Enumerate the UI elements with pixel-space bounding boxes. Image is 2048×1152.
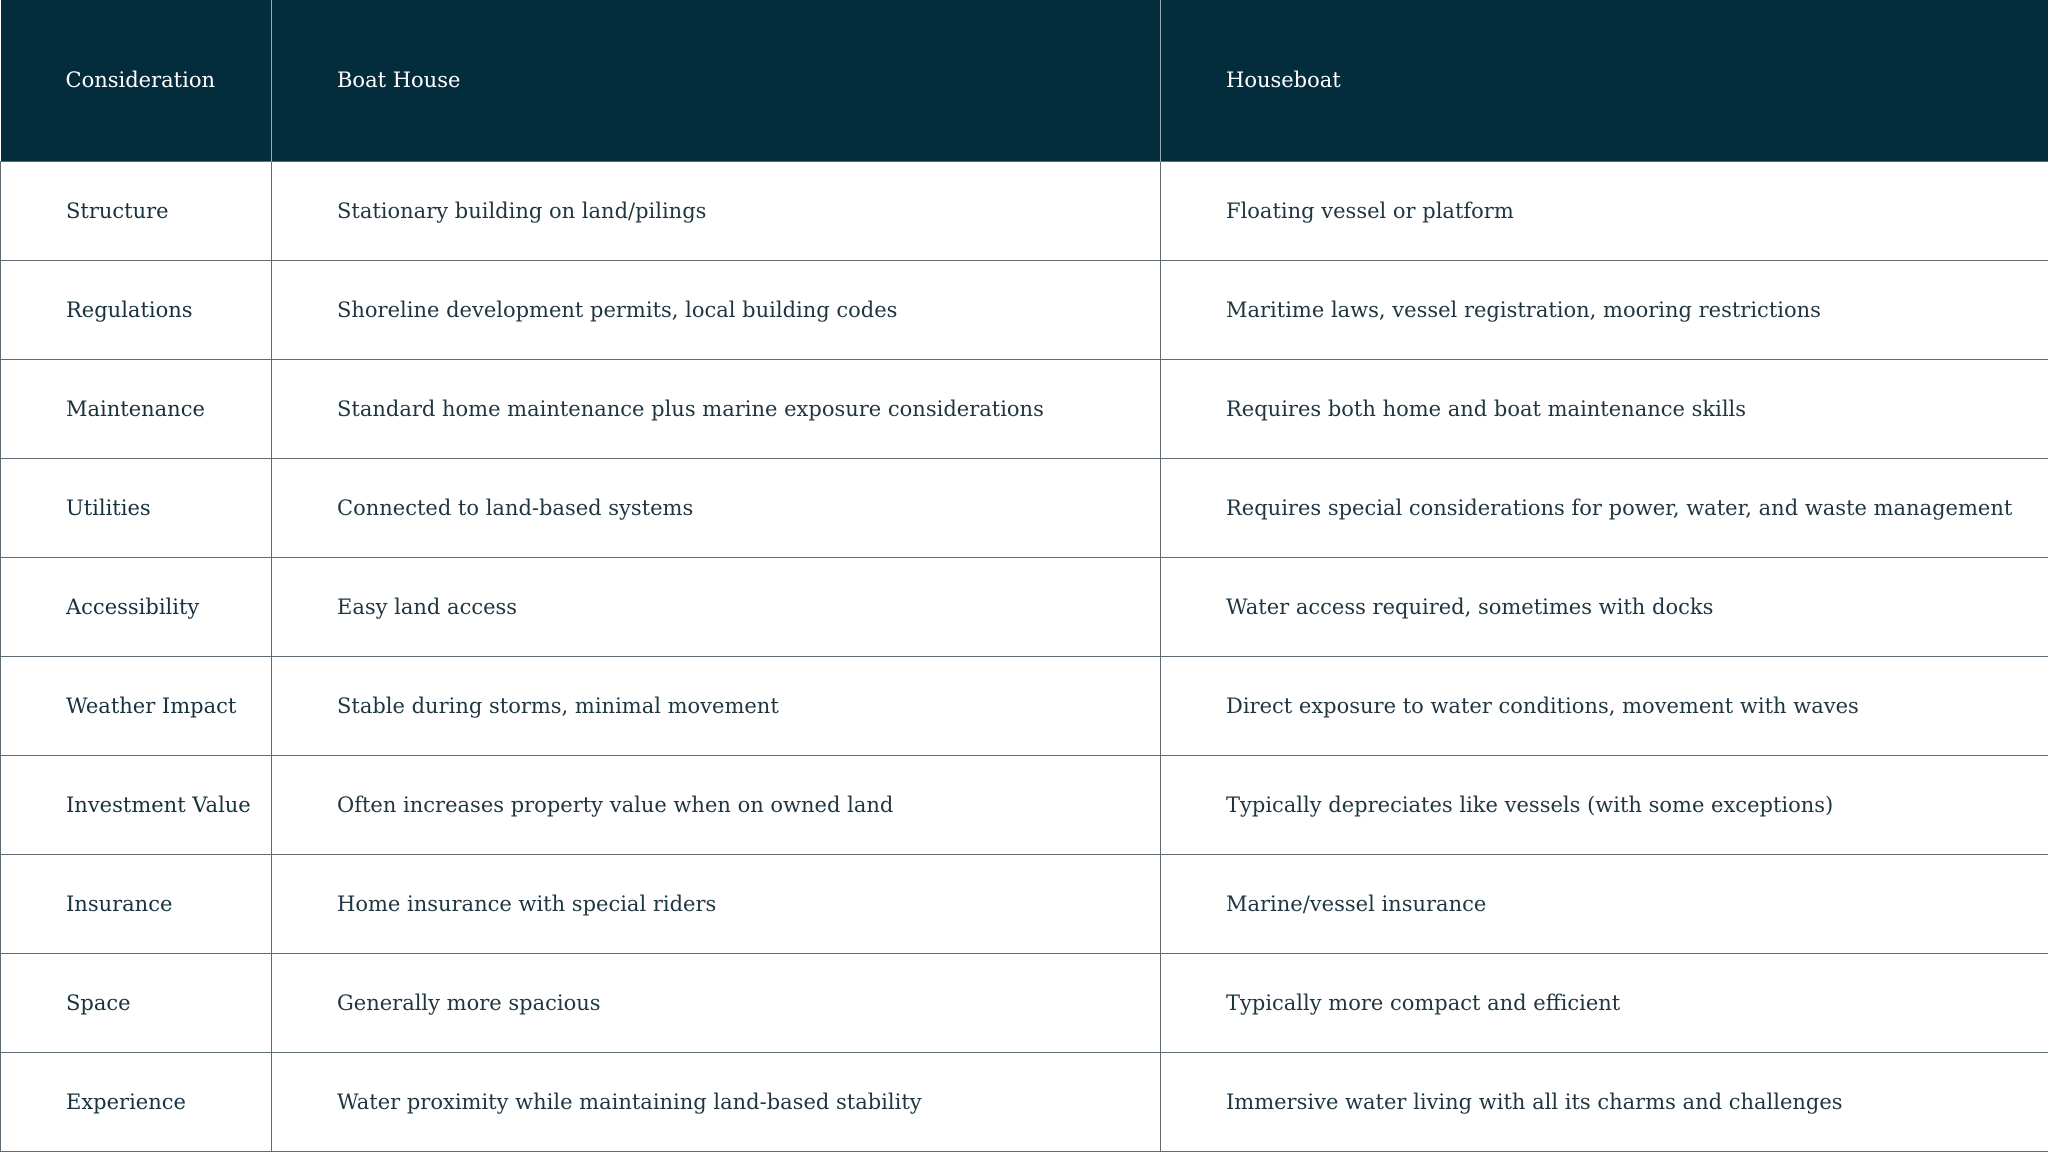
header-houseboat: Houseboat bbox=[1161, 0, 2048, 161]
table-row bbox=[1, 161, 2048, 260]
boat-house-cell: Generally more spacious bbox=[272, 953, 1161, 1052]
boat-house-cell: Water proximity while maintaining land-based stability bbox=[272, 1052, 1161, 1151]
houseboat-cell: Maritime laws, vessel registration, mooring restrictions bbox=[1161, 260, 2048, 359]
table-row bbox=[1, 359, 2048, 458]
houseboat-cell: Requires both home and boat maintenance skills bbox=[1161, 359, 2048, 458]
houseboat-cell: Typically depreciates like vessels (with some exceptions) bbox=[1161, 755, 2048, 854]
houseboat-cell: Immersive water living with all its charms and challenges bbox=[1161, 1052, 2048, 1151]
houseboat-cell: Typically more compact and efficient bbox=[1161, 953, 2048, 1052]
boat-house-cell: Stable during storms, minimal movement bbox=[272, 656, 1161, 755]
table-row bbox=[1, 260, 2048, 359]
houseboat-cell: Water access required, sometimes with docks bbox=[1161, 557, 2048, 656]
table-row bbox=[1, 656, 2048, 755]
row-label: Space bbox=[1, 953, 272, 1052]
row-label: Experience bbox=[1, 1052, 272, 1151]
boat-house-cell: Often increases property value when on owned land bbox=[272, 755, 1161, 854]
boat-house-cell: Standard home maintenance plus marine exposure considerations bbox=[272, 359, 1161, 458]
row-label: Investment Value bbox=[1, 755, 272, 854]
boat-house-cell: Easy land access bbox=[272, 557, 1161, 656]
houseboat-cell: Requires special considerations for power, water, and waste management bbox=[1161, 458, 2048, 557]
row-label: Maintenance bbox=[1, 359, 272, 458]
table-row bbox=[1, 557, 2048, 656]
row-label: Regulations bbox=[1, 260, 272, 359]
table-row bbox=[1, 458, 2048, 557]
header-row bbox=[1, 0, 2048, 161]
table-header bbox=[1, 0, 2048, 161]
row-label: Accessibility bbox=[1, 557, 272, 656]
row-label: Weather Impact bbox=[1, 656, 272, 755]
header-boat-house: Boat House bbox=[272, 0, 1161, 161]
boat-house-cell: Shoreline development permits, local building codes bbox=[272, 260, 1161, 359]
header-consideration: Consideration bbox=[1, 0, 272, 161]
table-row bbox=[1, 854, 2048, 953]
boat-house-cell: Home insurance with special riders bbox=[272, 854, 1161, 953]
row-label: Utilities bbox=[1, 458, 272, 557]
table-body bbox=[1, 161, 2048, 1152]
row-label: Structure bbox=[1, 161, 272, 260]
table-row bbox=[1, 1052, 2048, 1151]
houseboat-cell: Floating vessel or platform bbox=[1161, 161, 2048, 260]
boat-house-cell: Connected to land-based systems bbox=[272, 458, 1161, 557]
row-label: Insurance bbox=[1, 854, 272, 953]
houseboat-cell: Marine/vessel insurance bbox=[1161, 854, 2048, 953]
houseboat-cell: Direct exposure to water conditions, movement with waves bbox=[1161, 656, 2048, 755]
table-row bbox=[1, 953, 2048, 1052]
table-row bbox=[1, 755, 2048, 854]
boat-house-cell: Stationary building on land/pilings bbox=[272, 161, 1161, 260]
